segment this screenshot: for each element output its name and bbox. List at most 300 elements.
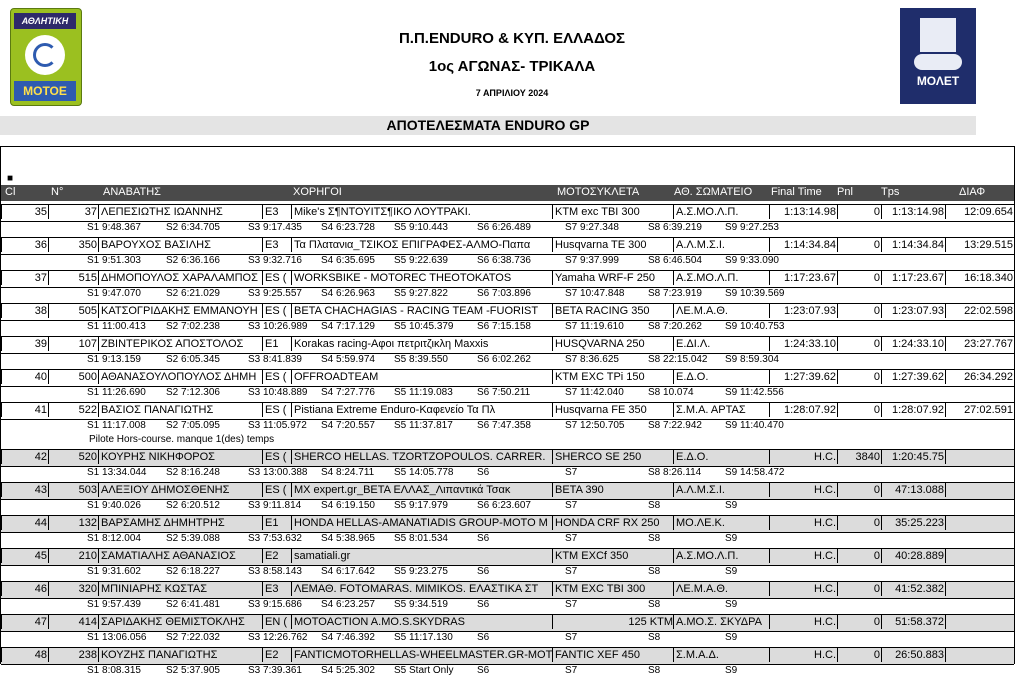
cell-cl: 48 — [1, 648, 50, 662]
cell-diff — [945, 615, 1016, 629]
cell-rider: ΣΑΡΙΔΑΚΗΣ ΘΕΜΙΣΤΟΚΛΗΣ — [98, 615, 262, 629]
table-row — [1, 647, 1014, 680]
cell-rider: ΒΑΡΟΥΧΟΣ ΒΑΣΙΛΗΣ — [98, 238, 262, 252]
cell-diff: 22:02.598 — [945, 304, 1016, 318]
split-time: S5 11:37.817 — [394, 420, 453, 431]
cell-tps: 1:13:14.98 — [881, 205, 947, 219]
cell-club: Α.Σ.ΜΟ.Λ.Π. — [673, 549, 769, 563]
split-time: S3 13:00.388 — [248, 467, 308, 478]
split-time: S1 9:13.159 — [87, 354, 141, 365]
table-row — [1, 336, 1014, 369]
cell-bike: KTM EXCf 350 — [552, 549, 673, 563]
cell-club: ΜΟ.ΛΕ.Κ. — [673, 516, 769, 530]
split-time: S6 7:15.158 — [477, 321, 531, 332]
cell-cl: 41 — [1, 403, 50, 417]
cell-final-time: H.C. — [769, 582, 839, 596]
cell-bike: KTM EXC TPi 150 — [552, 370, 673, 384]
cell-number: 238 — [48, 648, 100, 662]
logo-left-bottom-text: ΜΟΤΟΕ — [14, 81, 76, 101]
cell-final-time: 1:27:39.62 — [769, 370, 839, 384]
split-time: S2 6:36.166 — [166, 255, 220, 266]
cell-cl: 45 — [1, 549, 50, 563]
split-time: S7 10:47.848 — [565, 288, 625, 299]
cell-club: Ε.Δ.Ο. — [673, 450, 769, 464]
cell-number: 505 — [48, 304, 100, 318]
split-time: S1 9:40.026 — [87, 500, 141, 511]
cell-rider: ΔΗΜΟΠΟΥΛΟΣ ΧΑΡΑΛΑΜΠΟΣ — [98, 271, 262, 285]
cell-penalty: 0 — [837, 516, 883, 530]
split-time: S5 9:10.443 — [394, 222, 448, 233]
cell-rider: ΚΟΥΡΗΣ ΝΙΚΗΦΟΡΟΣ — [98, 450, 262, 464]
cell-rider: ΑΛΕΞΙΟΥ ΔΗΜΟΣΘΕΝΗΣ — [98, 483, 262, 497]
cell-penalty: 0 — [837, 483, 883, 497]
col-tps: Tps — [881, 186, 900, 198]
split-time: S2 6:34.705 — [166, 222, 220, 233]
results-table — [0, 146, 1015, 676]
cell-rider: ΚΑΤΣΟΓΡΙΔΑΚΗΣ ΕΜΜΑΝΟΥΗ — [98, 304, 262, 318]
split-time: S1 9:31.602 — [87, 566, 141, 577]
split-time: S2 7:05.095 — [166, 420, 220, 431]
split-time: S8 6:46.504 — [648, 255, 702, 266]
cell-bike: HONDA CRF RX 250 — [552, 516, 673, 530]
cell-tps: 1:24:33.10 — [881, 337, 947, 351]
split-time: S9 11:40.470 — [725, 420, 784, 431]
logo-building-shape — [920, 18, 956, 52]
cell-diff — [945, 582, 1016, 596]
cell-cl: 47 — [1, 615, 50, 629]
cell-number: 522 — [48, 403, 100, 417]
table-row — [1, 369, 1014, 402]
cell-tps: 51:58.372 — [881, 615, 947, 629]
cell-tps: 26:50.883 — [881, 648, 947, 662]
col-bike: ΜΟΤΟΣΥΚΛΕΤΑ — [557, 186, 640, 198]
cell-number: 132 — [48, 516, 100, 530]
row-splits-line — [1, 499, 1014, 514]
split-time: S2 8:16.248 — [166, 467, 220, 478]
cell-penalty: 0 — [837, 549, 883, 563]
cell-cl: 36 — [1, 238, 50, 252]
row-main-line — [1, 402, 1014, 420]
cell-bike: BETA RACING 350 — [552, 304, 673, 318]
cell-category: E3 — [262, 205, 291, 219]
cell-penalty: 0 — [837, 337, 883, 351]
table-row — [1, 303, 1014, 336]
split-time: S9 8:59.304 — [725, 354, 779, 365]
cell-bike: Husqvarna TE 300 — [552, 238, 673, 252]
split-time: S3 9:11.814 — [248, 500, 302, 511]
cell-diff — [945, 483, 1016, 497]
split-time: S2 6:20.512 — [166, 500, 220, 511]
cell-final-time: H.C. — [769, 615, 839, 629]
split-time: S2 5:39.088 — [166, 533, 220, 544]
split-time: S4 5:38.965 — [321, 533, 375, 544]
split-time: S1 11:26.690 — [87, 387, 146, 398]
event-date: 7 ΑΠΡΙΛΙΟΥ 2024 — [475, 88, 549, 98]
split-time: S4 6:19.150 — [321, 500, 375, 511]
split-time: S6 7:03.896 — [477, 288, 531, 299]
col-rider: ΑΝΑΒΑΤΗΣ — [103, 186, 161, 198]
page-title: Π.Π.ENDURO & ΚΥΠ. ΕΛΛΑΔΟΣ — [398, 30, 626, 47]
split-time: S4 7:20.557 — [321, 420, 375, 431]
split-time: S1 13:34.044 — [87, 467, 147, 478]
split-time: S5 9:27.822 — [394, 288, 448, 299]
split-time: S9 — [725, 632, 738, 643]
col-penalty: Pnl — [837, 186, 853, 198]
split-time: S5 11:17.130 — [394, 632, 453, 643]
split-time: S7 11:19.610 — [565, 321, 624, 332]
cell-penalty: 0 — [837, 271, 883, 285]
split-time: S2 6:05.345 — [166, 354, 220, 365]
cell-category: ES ( — [262, 271, 291, 285]
cell-club: Α.Λ.Μ.Σ.Ι. — [673, 238, 769, 252]
cell-diff: 23:27.767 — [945, 337, 1016, 351]
table-row — [1, 270, 1014, 303]
split-time: S2 6:21.029 — [166, 288, 220, 299]
split-time: S7 — [565, 467, 578, 478]
cell-diff — [945, 549, 1016, 563]
split-time: S7 — [565, 533, 578, 544]
split-time: S8 10.074 — [648, 387, 694, 398]
row-splits-line — [1, 353, 1014, 368]
split-time: S6 — [477, 665, 490, 676]
table-row — [1, 449, 1014, 482]
row-splits-line — [1, 565, 1014, 580]
split-time: S5 9:23.275 — [394, 566, 448, 577]
cell-penalty: 3840 — [837, 450, 883, 464]
cell-cl: 46 — [1, 582, 50, 596]
cell-sponsor: BETA CHACHAGIAS - RACING TEAM -FUORIST — [291, 304, 552, 318]
cell-final-time: H.C. — [769, 648, 839, 662]
cell-final-time: 1:17:23.67 — [769, 271, 839, 285]
split-time: S3 8:41.839 — [248, 354, 302, 365]
cell-final-time: 1:23:07.93 — [769, 304, 839, 318]
cell-cl: 42 — [1, 450, 50, 464]
cell-cl: 39 — [1, 337, 50, 351]
split-time: S4 8:24.711 — [321, 467, 375, 478]
table-header — [1, 185, 1014, 201]
cell-final-time: H.C. — [769, 450, 839, 464]
split-time: S2 7:12.306 — [166, 387, 220, 398]
row-main-line — [1, 614, 1014, 632]
cell-tps: 1:27:39.62 — [881, 370, 947, 384]
cell-penalty: 0 — [837, 582, 883, 596]
split-time: S1 9:47.070 — [87, 288, 141, 299]
table-row — [1, 402, 1014, 435]
table-row — [1, 548, 1014, 581]
split-time: S3 9:17.435 — [248, 222, 302, 233]
cell-club: Ε.Δ.Ο. — [673, 370, 769, 384]
cell-bike: HUSQVARNA 250 — [552, 337, 673, 351]
cell-category: E1 — [262, 337, 291, 351]
split-time: S7 — [565, 599, 578, 610]
row-main-line — [1, 237, 1014, 255]
cell-penalty: 0 — [837, 304, 883, 318]
cell-final-time: 1:14:34.84 — [769, 238, 839, 252]
split-time: S5 10:45.379 — [394, 321, 454, 332]
split-time: S6 — [477, 533, 490, 544]
cell-diff: 27:02.591 — [945, 403, 1016, 417]
cell-club: Α.Λ.Μ.Σ.Ι. — [673, 483, 769, 497]
row-splits-line — [1, 598, 1014, 613]
row-main-line — [1, 647, 1014, 665]
cell-sponsor: MX expert.gr_BETA ΕΛΛΑΣ_Λιπαντικά Τσακ — [291, 483, 552, 497]
row-main-line — [1, 515, 1014, 533]
split-time: S9 — [725, 533, 738, 544]
col-diff: ΔΙΑΦ — [959, 186, 986, 198]
split-time: S9 9:33.090 — [725, 255, 779, 266]
row-splits-line — [1, 466, 1014, 481]
row-splits-line — [1, 287, 1014, 302]
cell-tps: 35:25.223 — [881, 516, 947, 530]
split-time: S4 5:25.302 — [321, 665, 375, 676]
cell-bike: SHERCO SE 250 — [552, 450, 673, 464]
split-time: S8 — [648, 665, 661, 676]
split-time: S6 7:50.211 — [477, 387, 531, 398]
cell-penalty: 0 — [837, 403, 883, 417]
cell-bike: KTM exc TBI 300 — [552, 205, 673, 219]
split-time: S3 9:15.686 — [248, 599, 302, 610]
cell-club: ΛΕ.Μ.Α.Θ. — [673, 304, 769, 318]
event-subtitle: 1ος ΑΓΩΝΑΣ- ΤΡΙΚΑΛΑ — [428, 58, 596, 75]
row-splits-line — [1, 254, 1014, 269]
table-row — [1, 581, 1014, 614]
cell-sponsor: FANTICMOTORHELLAS-WHEELMASTER.GR-MOT — [291, 648, 552, 662]
split-time: S9 14:58.472 — [725, 467, 785, 478]
cell-final-time: H.C. — [769, 516, 839, 530]
col-club: ΑΘ. ΣΩΜΑΤΕΙΟ — [674, 186, 753, 198]
split-time: S9 — [725, 566, 738, 577]
split-time: S4 6:17.642 — [321, 566, 375, 577]
cell-number: 320 — [48, 582, 100, 596]
split-time: S1 8:12.004 — [87, 533, 141, 544]
row-main-line — [1, 482, 1014, 500]
split-time: S7 12:50.705 — [565, 420, 625, 431]
cell-penalty: 0 — [837, 648, 883, 662]
logo-right-text: ΜΟΛΕΤ — [916, 74, 960, 88]
split-time: S6 6:26.489 — [477, 222, 531, 233]
cell-rider: ΒΑΡΣΑΜΗΣ ΔΗΜΗΤΡΗΣ — [98, 516, 262, 530]
split-time: S8 8:26.114 — [648, 467, 702, 478]
row-splits-line — [1, 532, 1014, 547]
cell-tps: 1:28:07.92 — [881, 403, 947, 417]
cell-category: ES ( — [262, 403, 291, 417]
split-time: S3 10:48.889 — [248, 387, 308, 398]
cell-rider: ΜΠΙΝΙΑΡΗΣ ΚΩΣΤΑΣ — [98, 582, 262, 596]
logo-left-top-text: ΑΘΛΗΤΙΚΗ — [14, 13, 76, 29]
cell-bike: Husqvarna FE 350 — [552, 403, 673, 417]
cell-number: 210 — [48, 549, 100, 563]
split-time: S5 9:22.639 — [394, 255, 448, 266]
split-time: S6 7:47.358 — [477, 420, 531, 431]
cell-club: Σ.Μ.Α.Δ. — [673, 648, 769, 662]
split-time: S5 8:01.534 — [394, 533, 448, 544]
row-splits-line — [1, 419, 1014, 434]
split-time: S1 8:08.315 — [87, 665, 141, 676]
split-time: S8 — [648, 632, 661, 643]
split-time: S6 6:38.736 — [477, 255, 531, 266]
split-time: S9 — [725, 665, 738, 676]
cell-tps: 1:17:23.67 — [881, 271, 947, 285]
split-time: S6 — [477, 599, 490, 610]
cell-category: ES ( — [262, 304, 291, 318]
row-main-line — [1, 369, 1014, 387]
split-time: S3 9:25.557 — [248, 288, 302, 299]
split-time: S9 10:40.753 — [725, 321, 785, 332]
cell-number: 500 — [48, 370, 100, 384]
cell-sponsor: Pistiana Extreme Enduro-Καφενείο Τα Πλ — [291, 403, 552, 417]
cell-rider: ΛΕΠΕΣΙΩΤΗΣ ΙΩΑΝΝΗΣ — [98, 205, 262, 219]
table-row — [1, 515, 1014, 548]
cell-sponsor: WORKSBIKE - MOTOREC THEOTOKATOS — [291, 271, 552, 285]
cell-category: E2 — [262, 648, 291, 662]
cell-sponsor: MOTOACTION A.MO.S.SKYDRAS — [291, 615, 552, 629]
split-time: S8 — [648, 599, 661, 610]
col-cl: Cl — [5, 186, 16, 198]
cell-cl: 35 — [1, 205, 50, 219]
split-time: S7 8:36.625 — [565, 354, 619, 365]
cell-tps: 47:13.088 — [881, 483, 947, 497]
split-time: S8 7:23.919 — [648, 288, 702, 299]
cell-club: ΛΕ.Μ.Α.Θ. — [673, 582, 769, 596]
split-time: S4 7:17.129 — [321, 321, 375, 332]
cell-cl: 40 — [1, 370, 50, 384]
cell-bike: BETA 390 — [552, 483, 673, 497]
split-time: S9 9:27.253 — [725, 222, 779, 233]
cell-sponsor: Mike's Σ¶ΝΤΟΥΙΤΣ¶ΙΚΟ ΛΟΥΤΡΑΚΙ. — [291, 205, 552, 219]
cell-penalty: 0 — [837, 205, 883, 219]
cell-rider: ΒΑΣΙΟΣ ΠΑΝΑΓΙΩΤΗΣ — [98, 403, 262, 417]
cell-rider: ΑΘΑΝΑΣΟΥΛΟΠΟΥΛΟΣ ΔΗΜΗ — [98, 370, 262, 384]
split-time: S2 6:41.481 — [166, 599, 220, 610]
split-time: S8 — [648, 566, 661, 577]
cell-diff — [945, 516, 1016, 530]
split-time: S8 22:15.042 — [648, 354, 708, 365]
cell-club: Σ.Μ.Α. ΑΡΤΑΣ — [673, 403, 769, 417]
cell-cl: 38 — [1, 304, 50, 318]
cell-club: Α.Σ.ΜΟ.Λ.Π. — [673, 271, 769, 285]
cell-diff: 26:34.292 — [945, 370, 1016, 384]
split-time: S4 7:46.392 — [321, 632, 375, 643]
split-time: S6 — [477, 467, 490, 478]
row-splits-line — [1, 320, 1014, 335]
split-time: S4 5:59.974 — [321, 354, 375, 365]
cell-number: 107 — [48, 337, 100, 351]
split-time: S3 7:39.361 — [248, 665, 302, 676]
cell-cl: 37 — [1, 271, 50, 285]
table-row — [1, 482, 1014, 515]
cell-diff: 13:29.515 — [945, 238, 1016, 252]
cell-bike: FANTIC XEF 450 — [552, 648, 673, 662]
cell-category: ES ( — [262, 370, 291, 384]
split-time: S3 7:53.632 — [248, 533, 302, 544]
molet-logo — [900, 8, 976, 104]
split-time: S4 6:23.257 — [321, 599, 375, 610]
cell-sponsor: Korakas racing-Αφοι πετριτζικλη Maxxis — [291, 337, 552, 351]
table-row — [1, 614, 1014, 647]
row-splits-line — [1, 664, 1014, 679]
split-time: S6 6:02.262 — [477, 354, 531, 365]
split-time: S5 11:19.083 — [394, 387, 453, 398]
split-time: S3 12:26.762 — [248, 632, 308, 643]
split-time: S5 14:05.778 — [394, 467, 454, 478]
split-time: S8 — [648, 533, 661, 544]
cell-tps: 1:23:07.93 — [881, 304, 947, 318]
cell-number: 350 — [48, 238, 100, 252]
split-time: S3 10:26.989 — [248, 321, 308, 332]
split-time: S1 9:51.303 — [87, 255, 141, 266]
cell-number: 520 — [48, 450, 100, 464]
cell-club: Ε.ΔΙ.Λ. — [673, 337, 769, 351]
row-splits-line — [1, 631, 1014, 646]
col-sponsor: ΧΟΡΗΓΟΙ — [293, 186, 342, 198]
cell-penalty: 0 — [837, 238, 883, 252]
row-main-line — [1, 548, 1014, 566]
cell-tps: 41:52.382 — [881, 582, 947, 596]
cell-club: Α.ΜΟ.Σ. ΣΚΥΔΡΑ — [673, 615, 769, 629]
cell-tps: 40:28.889 — [881, 549, 947, 563]
row-main-line — [1, 303, 1014, 321]
split-time: S6 — [477, 566, 490, 577]
cell-bike: Yamaha WRF-F 250 — [552, 271, 673, 285]
cell-club: Α.Σ.ΜΟ.Λ.Π. — [673, 205, 769, 219]
split-time: S3 9:32.716 — [248, 255, 302, 266]
split-time: S8 — [648, 500, 661, 511]
split-time: S1 9:57.439 — [87, 599, 141, 610]
row-main-line — [1, 336, 1014, 354]
cell-number: 515 — [48, 271, 100, 285]
split-time: S9 — [725, 599, 738, 610]
cell-sponsor: ΛΕΜΑΘ. FOTOMARAS. MIMIKOS. ΕΛΑΣΤΙΚΑ ΣΤ — [291, 582, 552, 596]
row-splits-line — [1, 386, 1014, 401]
split-time: S9 10:39.569 — [725, 288, 785, 299]
cell-category: E3 — [262, 582, 291, 596]
section-title: ΑΠΟΤΕΛΕΣΜΑΤΑ ENDURO GP — [0, 116, 976, 135]
cell-rider: ΖΒΙΝΤΕΡΙΚΟΣ ΑΠΟΣΤΟΛΟΣ — [98, 337, 262, 351]
split-time: S5 9:34.519 — [394, 599, 448, 610]
hors-course-note: Pilote Hors-course. manque 1(des) temps — [89, 434, 275, 445]
cell-bike: KTM EXC TBI 300 — [552, 582, 673, 596]
split-time: S7 — [565, 500, 578, 511]
cell-penalty: 0 — [837, 370, 883, 384]
split-time: S8 7:22.942 — [648, 420, 702, 431]
cell-category: ES ( — [262, 450, 291, 464]
split-time: S4 6:35.695 — [321, 255, 375, 266]
cell-category: E2 — [262, 549, 291, 563]
split-time: S7 9:37.999 — [565, 255, 619, 266]
table-row — [1, 237, 1014, 270]
cell-cl: 43 — [1, 483, 50, 497]
cell-sponsor: OFFROADTEAM — [291, 370, 552, 384]
cell-diff — [945, 450, 1016, 464]
cell-final-time: 1:24:33.10 — [769, 337, 839, 351]
split-time: S4 6:23.728 — [321, 222, 375, 233]
row-main-line — [1, 204, 1014, 222]
split-time: S9 11:42.556 — [725, 387, 784, 398]
cell-penalty: 0 — [837, 615, 883, 629]
split-time: S4 7:27.776 — [321, 387, 375, 398]
cell-sponsor: Τα Πλατανια_ΤΣΙΚΟΣ ΕΠΙΓΡΑΦΕΣ-ΑΛΜΟ-Παπα — [291, 238, 552, 252]
cell-diff: 12:09.654 — [945, 205, 1016, 219]
split-time: S1 11:00.413 — [87, 321, 146, 332]
cell-sponsor: samatiali.gr — [291, 549, 552, 563]
split-time: S4 6:26.963 — [321, 288, 375, 299]
list-marker: ■ — [7, 173, 14, 184]
cell-sponsor: HONDA HELLAS-AMANATIADIS GROUP-MOTO M — [291, 516, 552, 530]
split-time: S7 11:42.040 — [565, 387, 624, 398]
cell-final-time: 1:13:14.98 — [769, 205, 839, 219]
split-time: S7 — [565, 632, 578, 643]
split-time: S3 8:58.143 — [248, 566, 302, 577]
